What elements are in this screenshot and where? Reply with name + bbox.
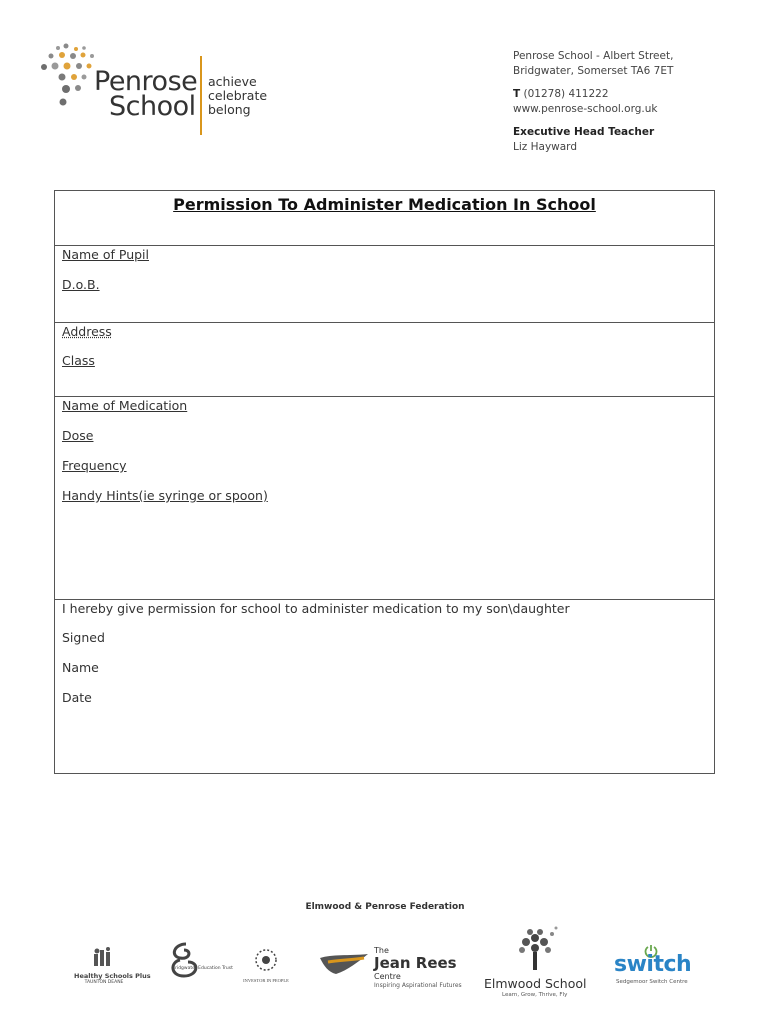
investor-label: INVESTOR IN PEOPLE <box>243 978 289 983</box>
dose-label: Dose <box>62 428 94 443</box>
bridgwater-trust-label: Bridgwater Education Trust <box>172 966 233 971</box>
jean-rees-name: Jean Rees <box>374 954 457 972</box>
head-teacher-name: Liz Hayward <box>513 141 577 153</box>
healthy-schools-icon <box>74 946 134 968</box>
phone-number: (01278) 411222 <box>523 88 609 100</box>
date-label: Date <box>62 690 92 705</box>
jean-rees-the: The <box>374 946 389 955</box>
school-name-line1: Penrose <box>94 66 198 97</box>
consent-statement: I hereby give permission for school to administer medication to my son\daughter <box>62 601 570 616</box>
address-line2: Bridgwater, Somerset TA6 7ET <box>513 65 674 77</box>
class-label: Class <box>62 353 95 368</box>
federation-title: Elmwood & Penrose Federation <box>305 902 465 912</box>
switch-name: switch <box>614 952 692 977</box>
phone-prefix: T <box>513 88 521 100</box>
name-of-medication-label: Name of Medication <box>62 398 188 413</box>
elmwood-name: Elmwood School <box>484 976 587 991</box>
bird-wing-icon <box>318 952 370 978</box>
pupil-section <box>55 245 714 323</box>
name-label: Name <box>62 660 99 675</box>
jean-rees-logo <box>318 944 470 992</box>
healthy-schools-label: Healthy Schools Plus <box>74 972 151 980</box>
switch-sub: Sedgemoor Switch Centre <box>616 979 688 985</box>
address-section <box>55 322 714 397</box>
bridgwater-swirl-icon <box>166 942 206 978</box>
bridgwater-trust-logo <box>166 942 233 982</box>
elmwood-logo <box>482 924 588 1002</box>
investor-in-people-logo <box>238 948 294 984</box>
healthy-schools-logo <box>74 946 151 986</box>
medication-section <box>55 396 714 600</box>
elmwood-tag: Learn, Grow, Thrive, Fly <box>502 992 568 998</box>
tagline-belong: belong <box>208 102 251 117</box>
address-label: Address <box>62 324 112 339</box>
healthy-schools-sub: TAUNTON DEANE <box>84 980 124 985</box>
form-title: Permission To Administer Medication In School <box>173 195 596 214</box>
form-title-section <box>55 191 714 246</box>
head-teacher-title: Executive Head Teacher <box>513 126 655 138</box>
laurel-icon <box>238 948 294 974</box>
jean-rees-tag: Inspiring Aspirational Futures <box>374 982 462 989</box>
logo-divider <box>200 56 202 135</box>
tagline-achieve: achieve <box>208 74 257 89</box>
tagline-celebrate: celebrate <box>208 88 268 103</box>
name-of-pupil-label: Name of Pupil <box>62 247 149 262</box>
tree-icon <box>510 924 560 972</box>
jean-rees-centre: Centre <box>374 972 401 981</box>
address-line1: Penrose School - Albert Street, <box>513 50 674 62</box>
handy-hints-label: Handy Hints(ie syringe or spoon) <box>62 488 268 503</box>
phone-line <box>513 88 609 100</box>
dob-label: D.o.B. <box>62 277 100 292</box>
switch-logo <box>612 944 702 990</box>
website-link[interactable]: www.penrose-school.org.uk <box>513 103 658 115</box>
consent-section <box>55 599 714 774</box>
medication-form <box>54 190 715 774</box>
school-name-line2: School <box>109 91 196 122</box>
signed-label: Signed <box>62 630 105 645</box>
frequency-label: Frequency <box>62 458 127 473</box>
